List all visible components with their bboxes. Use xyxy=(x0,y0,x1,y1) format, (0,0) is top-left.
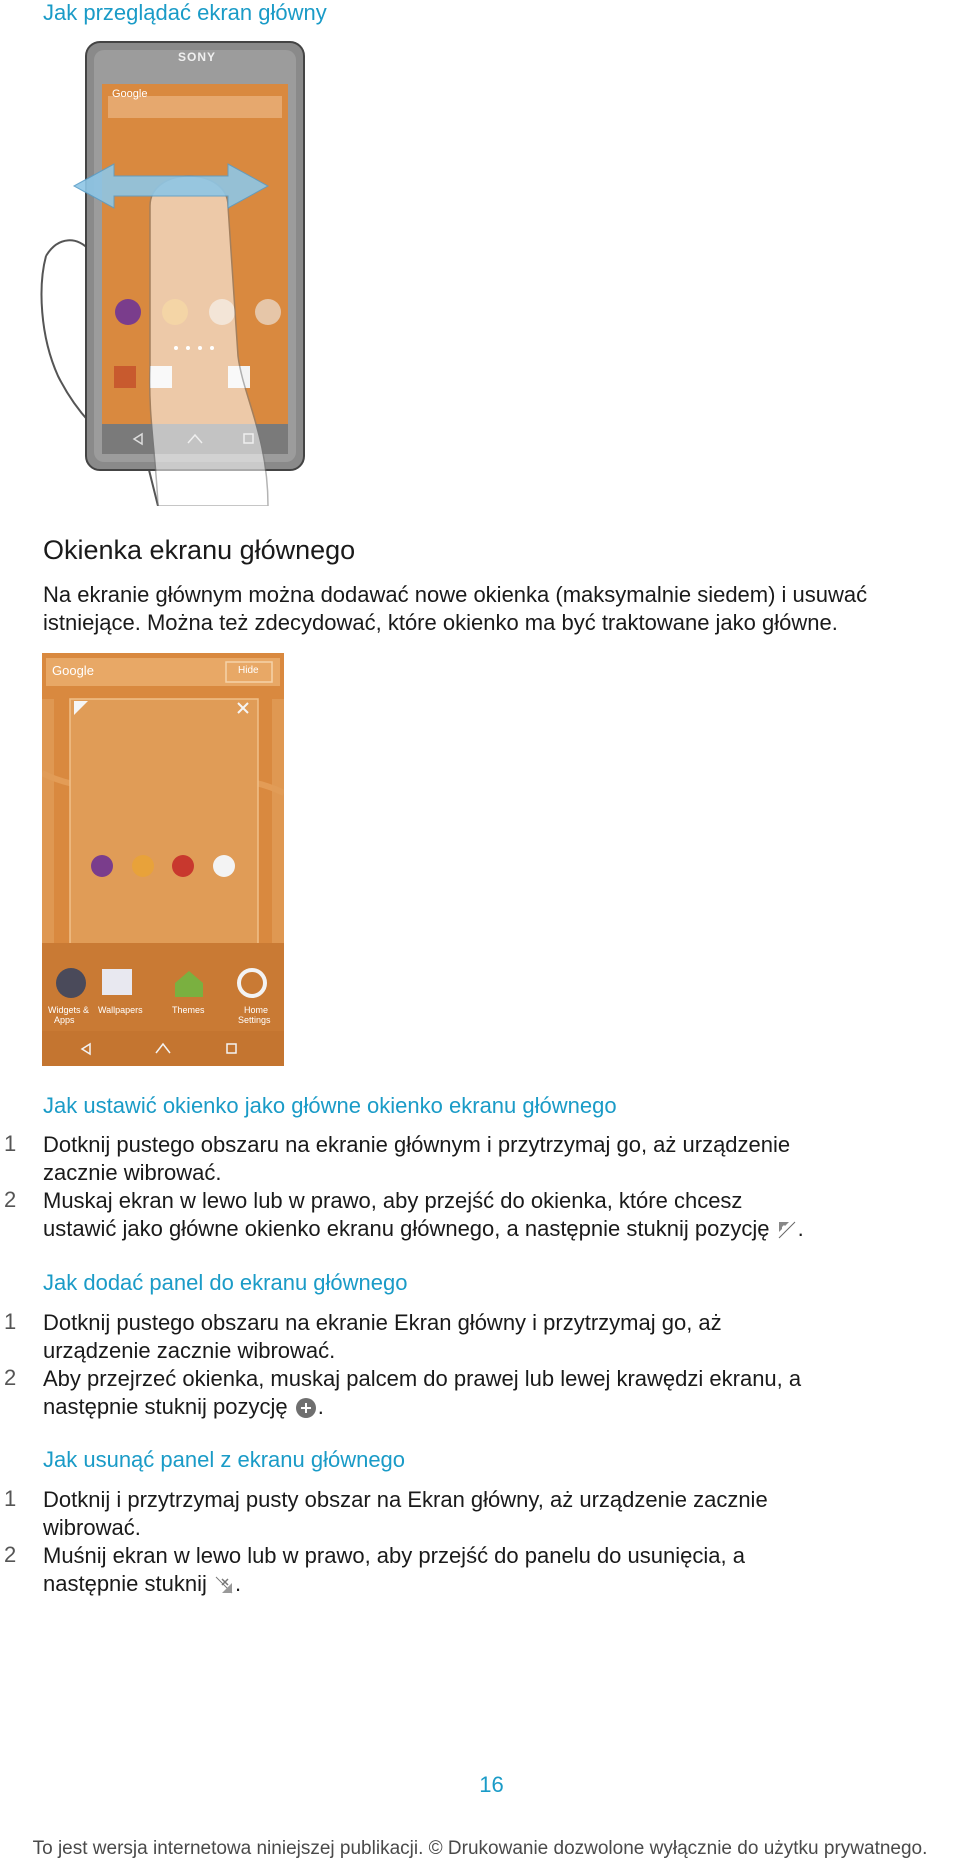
remove-panel-icon xyxy=(213,1574,235,1596)
task-heading-add-panel: Jak dodać panel do ekranu głównego xyxy=(43,1270,408,1295)
section-paragraph-line2: istniejące. Można też zdecydować, które okienko ma być traktowane jako główne. xyxy=(43,610,838,635)
tool-label-apps: Apps xyxy=(54,1015,75,1025)
tool-label-home: Home xyxy=(244,1005,269,1015)
step-text-line1: Dotknij i przytrzymaj pusty obszar na Ekran główny, aż urządzenie zacznie xyxy=(43,1487,768,1512)
step-text-line2: zacznie wibrować. xyxy=(43,1160,222,1185)
footer-notice: To jest wersja internetowa niniejszej publikacji. © Drukowanie dozwolone wyłącznie do użytku prywatnego. xyxy=(32,1838,928,1859)
tool-label-widgets: Widgets & xyxy=(48,1005,90,1015)
step-text-line1: Dotknij pustego obszaru na ekranie Ekran główny i przytrzymaj go, aż xyxy=(43,1310,722,1335)
step-text-line1: Dotknij pustego obszaru na ekranie głównym i przytrzymaj go, aż urządzenie xyxy=(43,1132,791,1157)
step-text-line2: wibrować. xyxy=(43,1515,141,1540)
phone-brand: SONY xyxy=(178,50,217,64)
step-text-line2: urządzenie zacznie wibrować. xyxy=(43,1338,336,1363)
panel-search-label: Google xyxy=(52,663,94,678)
section-heading-browse: Jak przeglądać ekran główny xyxy=(43,0,327,25)
step-text-line2: następnie stuknij pozycję xyxy=(43,1394,288,1419)
add-panel-icon xyxy=(294,1396,318,1420)
task-heading-remove-panel: Jak usunąć panel z ekranu głównego xyxy=(43,1447,406,1472)
section-title-panels: Okienka ekranu głównego xyxy=(43,535,356,565)
step-number: 1 xyxy=(4,1131,17,1156)
panel-illustration xyxy=(42,653,284,1066)
tool-label-settings: Settings xyxy=(238,1015,271,1025)
step-text-end: . xyxy=(235,1571,242,1596)
task-heading-set-main: Jak ustawić okienko jako główne okienko ekranu głównego xyxy=(43,1093,617,1118)
step-number: 2 xyxy=(4,1542,17,1567)
panel-hide-label: Hide xyxy=(238,665,259,676)
section-paragraph-line1: Na ekranie głównym można dodawać nowe okienka (maksymalnie siedem) i usuwać xyxy=(43,582,868,607)
step-text-end: . xyxy=(317,1394,324,1419)
step-number: 2 xyxy=(4,1187,17,1212)
set-home-icon xyxy=(776,1219,798,1241)
step-text-line2: następnie stuknij xyxy=(43,1571,207,1596)
step-number: 1 xyxy=(4,1309,17,1334)
page-number: 16 xyxy=(479,1772,504,1797)
step-number: 2 xyxy=(4,1365,17,1390)
step-number: 1 xyxy=(4,1486,17,1511)
step-text-line1: Muśnij ekran w lewo lub w prawo, aby przejść do panelu do usunięcia, a xyxy=(43,1543,745,1568)
step-text-end: . xyxy=(797,1216,804,1241)
phone-search-label: Google xyxy=(112,88,148,100)
phone-drawing xyxy=(38,36,328,506)
tool-label-themes: Themes xyxy=(172,1005,205,1015)
step-text-line1: Muskaj ekran w lewo lub w prawo, aby przejść do okienka, które chcesz xyxy=(43,1188,743,1213)
phone-illustration xyxy=(38,36,328,506)
step-text-line2: ustawić jako główne okienko ekranu głównego, a następnie stuknij pozycję xyxy=(43,1216,770,1241)
tool-label-wallpapers: Wallpapers xyxy=(98,1005,143,1015)
step-text-line1: Aby przejrzeć okienka, muskaj palcem do prawej lub lewej krawędzi ekranu, a xyxy=(43,1366,802,1391)
